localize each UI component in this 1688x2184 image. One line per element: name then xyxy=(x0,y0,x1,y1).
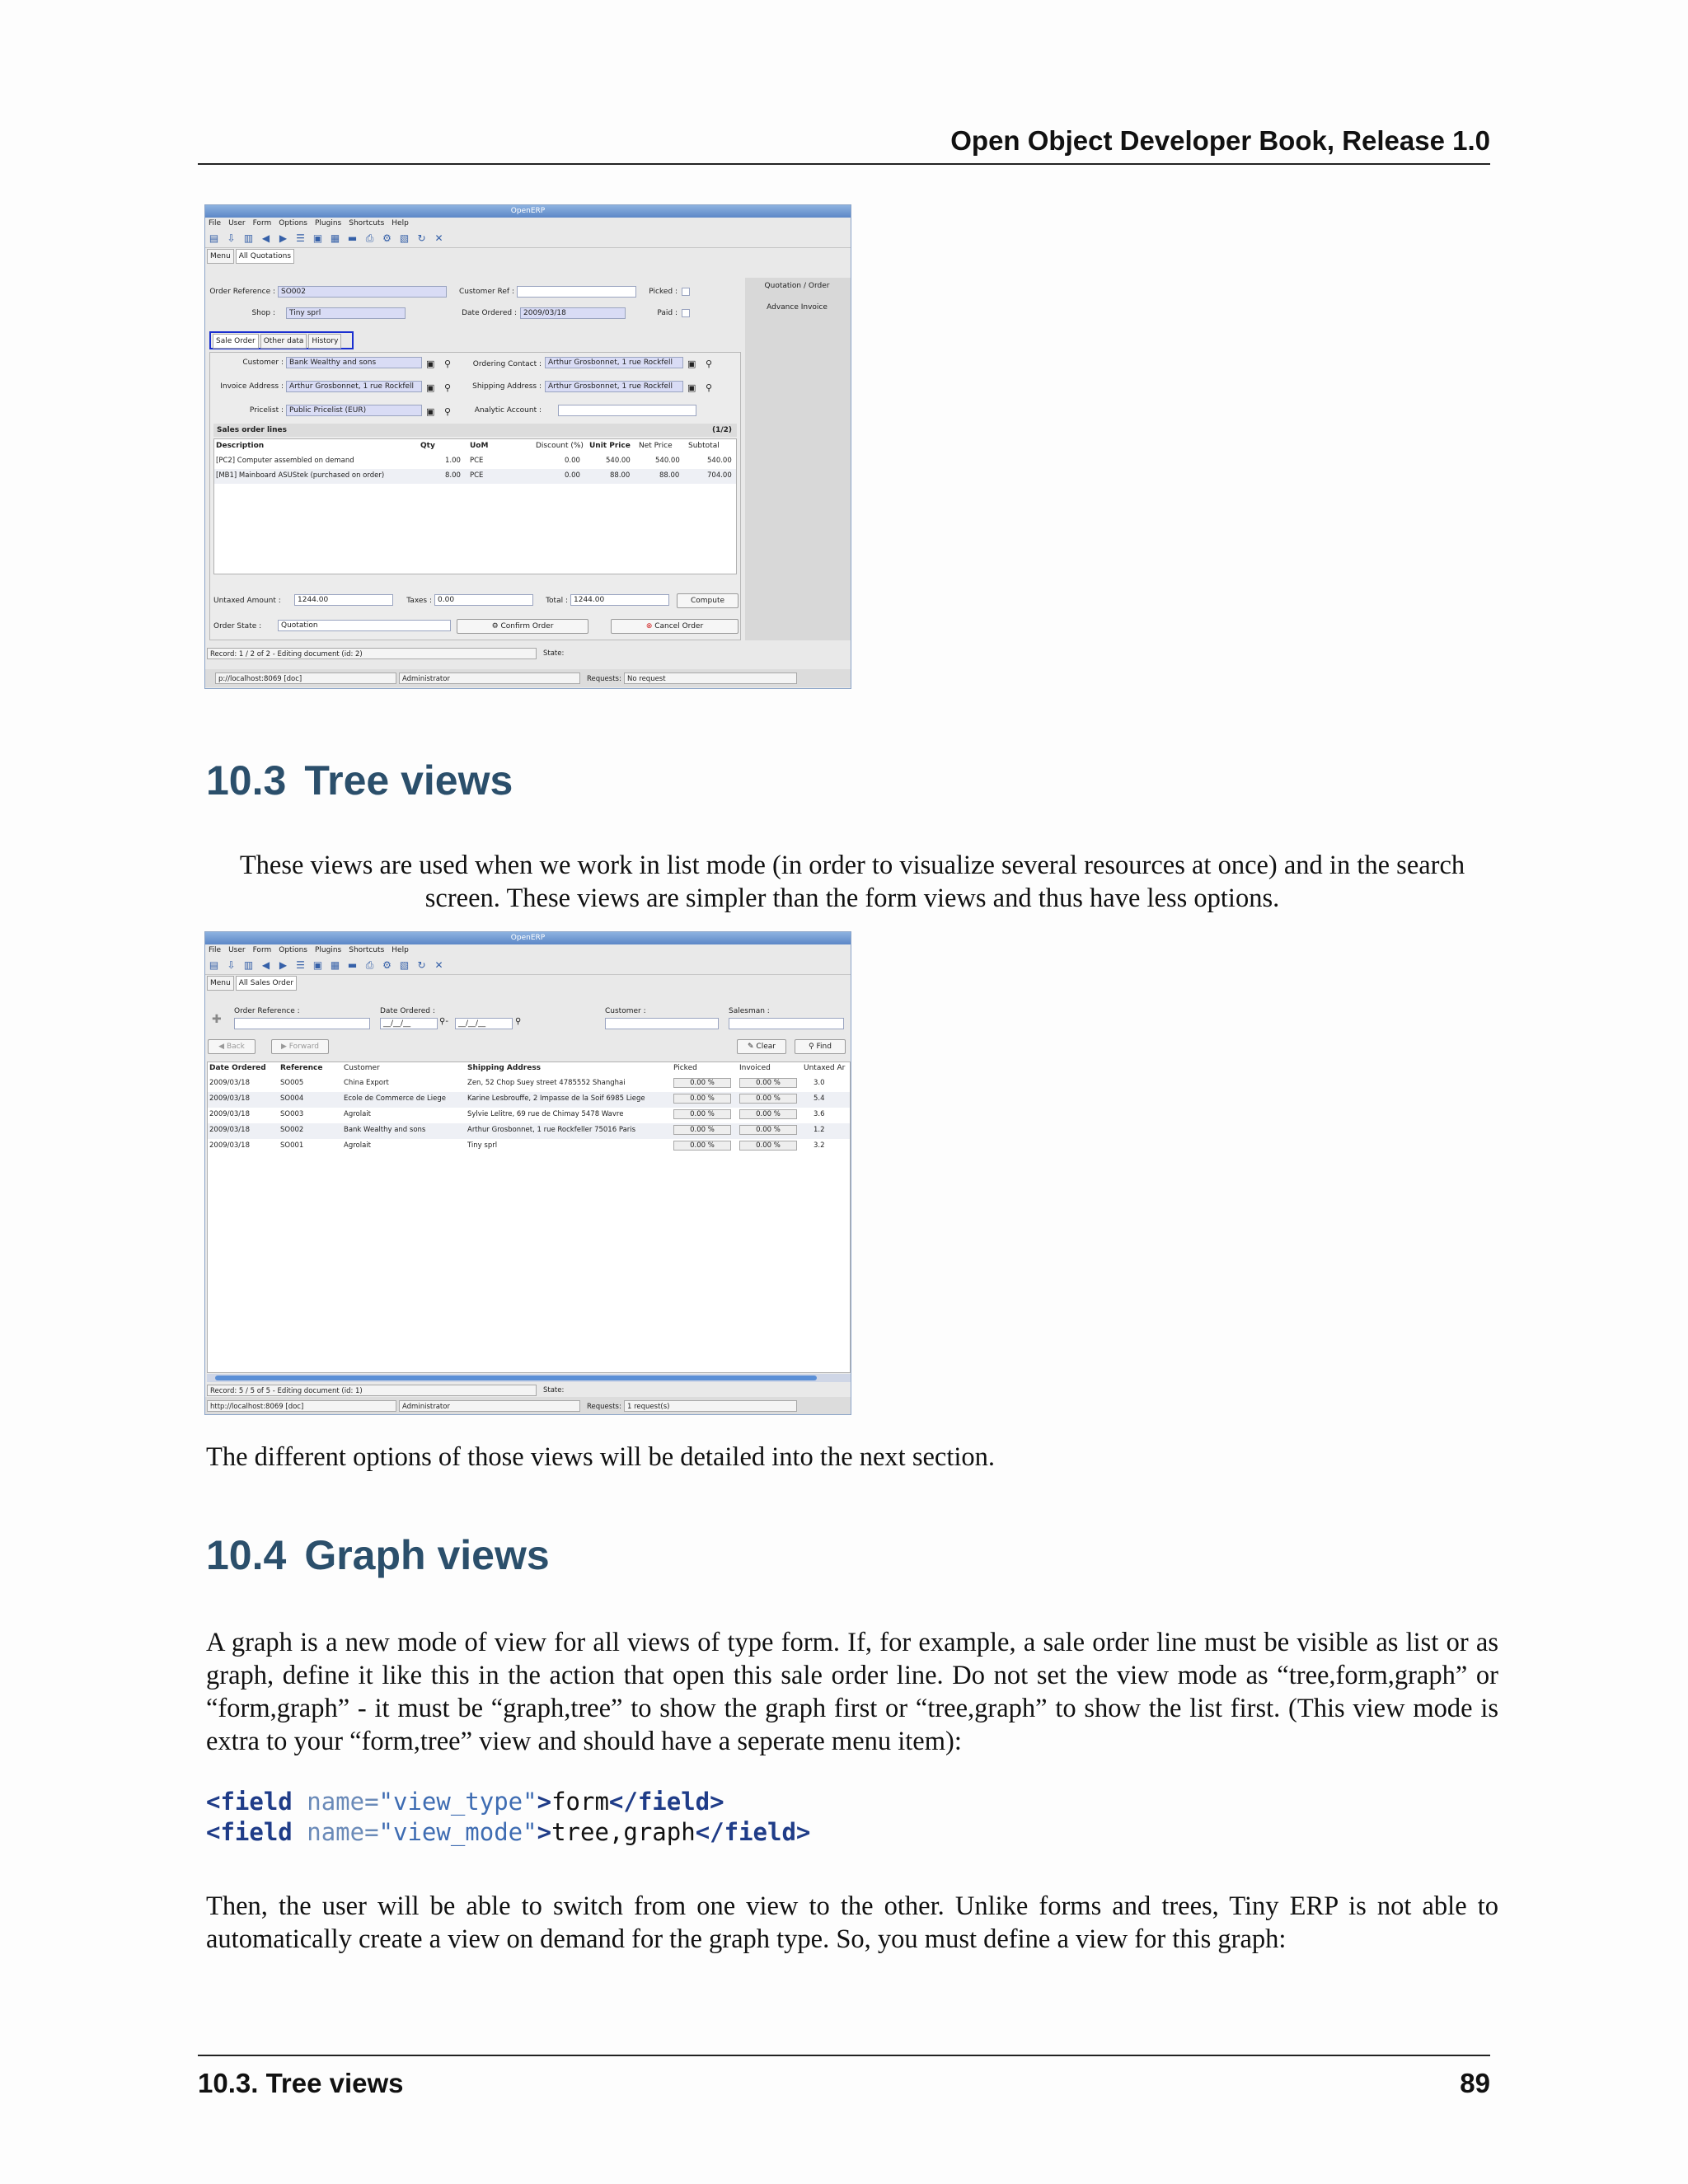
cell-qty: 1.00 xyxy=(445,457,461,465)
code-token: tree,graph xyxy=(551,1818,696,1846)
col-discount[interactable]: Discount (%) xyxy=(536,442,584,450)
table-row[interactable] xyxy=(214,469,736,484)
window-title: OpenERP xyxy=(205,932,851,944)
customer-ref-label: Customer Ref : xyxy=(458,288,514,296)
table-row[interactable] xyxy=(208,1108,850,1123)
menu-help[interactable]: Help xyxy=(392,946,409,954)
menu-form[interactable]: Form xyxy=(252,946,272,954)
tab-all-quotations[interactable]: All Quotations xyxy=(236,249,294,264)
table-cell: Sylvie Lelitre, 69 rue de Chimay 5478 Wavre xyxy=(467,1110,624,1118)
table-row[interactable] xyxy=(208,1123,850,1139)
untaxed-field[interactable]: 1244.00 xyxy=(294,594,393,606)
cell-discount: 0.00 xyxy=(565,457,580,465)
col-picked[interactable]: Picked xyxy=(673,1064,697,1072)
search-icon[interactable]: ⚲ xyxy=(444,406,452,417)
table-cell: 0.00 % xyxy=(673,1141,731,1151)
menu-plugins[interactable]: Plugins xyxy=(314,946,342,954)
table-cell: 0.00 % xyxy=(673,1078,731,1088)
server-url: p://localhost:8069 [doc] xyxy=(215,673,396,684)
table-cell: 0.00 % xyxy=(739,1141,797,1151)
compute-button[interactable]: Compute xyxy=(677,593,738,608)
list-view-icon[interactable]: ☰ xyxy=(296,959,305,971)
footer-section: 10.3. Tree views xyxy=(198,2068,404,2098)
cell-description: [MB1] Mainboard ASUStek (purchased on order) xyxy=(216,471,385,480)
cell-subtotal: 704.00 xyxy=(707,471,732,480)
previous-icon[interactable]: ◀ xyxy=(261,232,270,244)
search-icon[interactable]: ⚲ xyxy=(515,1017,522,1026)
customer-label: Customer : xyxy=(605,1007,646,1015)
table-row[interactable] xyxy=(208,1092,850,1108)
action-panel xyxy=(745,278,851,640)
customer-label: Customer : xyxy=(242,359,284,367)
salesman-input[interactable] xyxy=(729,1018,844,1029)
back-icon: ◀ xyxy=(218,1043,227,1051)
form-view-icon[interactable]: ▣ xyxy=(312,232,323,244)
previous-icon[interactable]: ◀ xyxy=(261,959,270,971)
toolbar xyxy=(205,957,851,975)
results-grid[interactable] xyxy=(207,1062,851,1373)
new-icon[interactable]: ▤ xyxy=(209,959,219,971)
table-row[interactable] xyxy=(214,454,736,469)
find-button[interactable] xyxy=(795,1039,846,1054)
tab-menu[interactable]: Menu xyxy=(207,976,234,991)
col-customer[interactable]: Customer xyxy=(344,1064,380,1072)
date-ordered-field[interactable]: 2009/03/18 xyxy=(520,307,626,319)
picked-label: Picked : xyxy=(649,288,678,296)
table-cell: 3.2 xyxy=(814,1141,825,1150)
user-name: Administrator xyxy=(399,673,580,684)
col-subtotal[interactable]: Subtotal xyxy=(688,442,720,450)
clear-button[interactable] xyxy=(737,1039,786,1054)
table-cell: 2009/03/18 xyxy=(209,1094,250,1103)
col-date-ordered[interactable]: Date Ordered xyxy=(209,1064,266,1072)
code-token: <field xyxy=(206,1788,293,1816)
analytic-account-label: Analytic Account : xyxy=(474,406,542,415)
cancel-order-button[interactable] xyxy=(611,619,738,634)
customer-ref-field[interactable] xyxy=(517,286,636,298)
date-to-input[interactable]: __/__/__ xyxy=(455,1018,513,1029)
menu-file[interactable]: File xyxy=(209,946,222,954)
attach-icon[interactable]: ⚙ xyxy=(382,959,392,971)
menubar xyxy=(205,218,851,229)
col-net-price[interactable]: Net Price xyxy=(639,442,673,450)
subtab-bar xyxy=(209,331,354,349)
taxes-label: Taxes : xyxy=(406,597,432,605)
pricelist-field[interactable]: Public Pricelist (EUR) xyxy=(286,405,422,416)
date-from-input[interactable]: __/__/__ xyxy=(380,1018,438,1029)
shop-label: Shop : xyxy=(251,309,275,317)
table-cell: 0.00 % xyxy=(673,1094,731,1104)
horizontal-scrollbar[interactable] xyxy=(207,1374,851,1382)
close-icon[interactable]: ✕ xyxy=(434,232,443,244)
calendar-icon[interactable]: ▬ xyxy=(347,232,358,244)
open-icon[interactable]: ▣ xyxy=(426,359,435,369)
ordering-contact-field[interactable]: Arthur Grosbonnet, 1 rue Rockfell xyxy=(545,357,683,368)
screenshot-sale-order-form xyxy=(204,204,851,689)
code-token: > xyxy=(537,1818,552,1846)
record-bar xyxy=(205,1384,851,1397)
cell-net-price: 540.00 xyxy=(655,457,680,465)
salesman-label: Salesman : xyxy=(729,1007,770,1015)
tab-menu[interactable]: Menu xyxy=(207,249,234,264)
table-cell: SO002 xyxy=(280,1126,304,1134)
open-icon[interactable]: ▣ xyxy=(687,359,696,369)
table-cell: China Export xyxy=(344,1079,389,1087)
menu-shortcuts[interactable]: Shortcuts xyxy=(349,219,385,227)
action-icon[interactable]: ▧ xyxy=(399,959,410,971)
forward-button[interactable] xyxy=(271,1039,329,1054)
col-unit-price[interactable]: Unit Price xyxy=(589,442,631,450)
code-token: "view_type" xyxy=(378,1788,537,1816)
customer-input[interactable] xyxy=(605,1018,719,1029)
graph-views-paragraph: A graph is a new mode of view for all views of type form. If, for example, a sale order line must be visible as list or as graph, define it like this in the action that open this sale order line. Do not set the view mode as “tree,form,graph” or “form,graph” - it must be “graph,tree” to show the graph first or “tree,graph” to show the list first. (This view mode is extra to your “form,tree” view and should have a seperate menu item): xyxy=(206,1628,1498,1756)
table-cell: Tiny sprl xyxy=(467,1141,498,1150)
cell-uom: PCE xyxy=(470,457,484,465)
table-row[interactable] xyxy=(208,1139,850,1155)
col-untaxed-amount[interactable]: Untaxed Ar xyxy=(804,1064,846,1072)
back-button[interactable] xyxy=(208,1039,256,1054)
menu-options[interactable]: Options xyxy=(279,219,307,227)
requests-label: Requests: xyxy=(587,1403,621,1411)
table-cell: Arthur Grosbonnet, 1 rue Rockfeller 75016 Paris xyxy=(467,1126,636,1134)
table-cell: Agrolait xyxy=(344,1110,371,1118)
col-qty[interactable]: Qty xyxy=(420,442,435,450)
confirm-order-button[interactable] xyxy=(457,619,588,634)
order-ref-label: Order Reference : xyxy=(209,288,275,296)
menu-user[interactable]: User xyxy=(228,946,246,954)
search-icon[interactable]: ⚲ xyxy=(444,359,452,369)
user-name: Administrator xyxy=(399,1400,580,1412)
table-cell: 3.0 xyxy=(814,1079,825,1087)
code-token: name= xyxy=(307,1818,379,1846)
table-cell: 5.4 xyxy=(814,1094,825,1103)
confirm-icon: ⚙ xyxy=(491,622,501,630)
menubar xyxy=(205,944,851,956)
final-paragraph: Then, the user will be able to switch from one view to the other. Unlike forms and trees, Tiny ERP is not able to automatically create a view on demand for the graph type. So, you must define a view for this graph: xyxy=(206,1891,1498,1954)
code-block xyxy=(206,1787,810,1848)
table-cell: 2009/03/18 xyxy=(209,1110,250,1118)
untaxed-label: Untaxed Amount : xyxy=(213,597,281,605)
code-token: <field xyxy=(206,1818,293,1846)
cell-discount: 0.00 xyxy=(565,471,580,480)
paid-label: Paid : xyxy=(657,309,678,317)
order-state-label: Order State : xyxy=(213,622,262,630)
delete-icon[interactable]: ▥ xyxy=(243,959,254,971)
record-info: Record: 5 / 5 of 5 - Editing document (id: 1) xyxy=(207,1385,537,1396)
confirm-order-label: Confirm Order xyxy=(500,622,554,630)
code-token: > xyxy=(537,1788,552,1816)
advance-invoice-button[interactable]: Advance Invoice xyxy=(767,303,828,312)
cell-subtotal: 540.00 xyxy=(707,457,732,465)
total-field[interactable]: 1244.00 xyxy=(570,594,669,606)
lines-grid[interactable] xyxy=(213,438,737,574)
table-cell: Ecole de Commerce de Liege xyxy=(344,1094,446,1103)
customer-field[interactable]: Bank Wealthy and sons xyxy=(286,357,422,368)
server-url: http://localhost:8069 [doc] xyxy=(207,1400,396,1412)
lines-pager: (1/2) xyxy=(711,426,732,434)
date-ordered-label: Date Ordered : xyxy=(380,1007,435,1015)
order-ref-label: Order Reference : xyxy=(234,1007,300,1015)
code-token: "view_mode" xyxy=(378,1818,537,1846)
open-icon[interactable]: ▣ xyxy=(426,406,435,417)
total-label: Total : xyxy=(546,597,568,605)
requests-value: 1 request(s) xyxy=(624,1400,797,1412)
tab-bar xyxy=(205,976,851,989)
tab-history[interactable]: History xyxy=(308,334,341,349)
cell-net-price: 88.00 xyxy=(659,471,680,480)
cancel-order-label: Cancel Order xyxy=(654,622,704,630)
calendar-icon[interactable]: ▬ xyxy=(347,959,358,971)
find-label: Find xyxy=(816,1043,832,1051)
col-invoiced[interactable]: Invoiced xyxy=(739,1064,771,1072)
table-cell: SO005 xyxy=(280,1079,304,1087)
tab-all-sales-order[interactable]: All Sales Order xyxy=(236,976,297,991)
menu-form[interactable]: Form xyxy=(252,219,272,227)
window-title: OpenERP xyxy=(205,205,851,218)
invoice-address-label: Invoice Address : xyxy=(220,382,284,391)
picked-checkbox[interactable] xyxy=(682,288,690,296)
table-cell: Bank Wealthy and sons xyxy=(344,1126,426,1134)
save-icon[interactable]: ⇩ xyxy=(227,232,236,244)
table-cell: Karine Lesbrouffe, 2 Impasse de la Soif 6985 Liege xyxy=(467,1094,645,1103)
section-heading-10-4 xyxy=(206,1531,550,1579)
code-token: </field> xyxy=(695,1818,811,1846)
col-reference[interactable]: Reference xyxy=(280,1064,323,1072)
action-icon[interactable]: ▧ xyxy=(399,232,410,244)
page-number: 89 xyxy=(1460,2068,1490,2098)
state-label: State: xyxy=(543,1386,565,1394)
forward-label: Forward xyxy=(288,1043,319,1051)
code-token: form xyxy=(551,1788,609,1816)
open-icon[interactable]: ▣ xyxy=(687,382,696,393)
invoice-address-field[interactable]: Arthur Grosbonnet, 1 rue Rockfell xyxy=(286,381,422,392)
analytic-account-field[interactable] xyxy=(558,405,696,416)
menu-file[interactable]: File xyxy=(209,219,222,227)
table-cell: 0.00 % xyxy=(739,1078,797,1088)
scrollbar-thumb[interactable] xyxy=(215,1376,817,1380)
tree-views-paragraph: These views are used when we work in list mode (in order to visualize several resources at once) and in the search screen. These views are simpler than the form views and thus have less options. xyxy=(239,851,1465,913)
toolbar xyxy=(205,230,851,248)
binoculars-icon: ⚲ xyxy=(809,1043,817,1051)
print-icon[interactable]: ⎙ xyxy=(365,232,374,244)
table-cell: SO001 xyxy=(280,1141,304,1150)
menu-shortcuts[interactable]: Shortcuts xyxy=(349,946,385,954)
order-state-select[interactable]: Quotation xyxy=(278,620,451,631)
order-ref-input[interactable] xyxy=(234,1018,370,1029)
page-footer xyxy=(198,2055,1490,2099)
cell-uom: PCE xyxy=(470,471,484,480)
shipping-address-field[interactable]: Arthur Grosbonnet, 1 rue Rockfell xyxy=(545,381,683,392)
tab-other-data[interactable]: Other data xyxy=(260,334,307,349)
shipping-address-label: Shipping Address : xyxy=(472,382,542,391)
search-icon[interactable]: ⚲ xyxy=(444,382,452,393)
record-info: Record: 1 / 2 of 2 - Editing document (id: 2) xyxy=(207,648,537,659)
back-label: Back xyxy=(226,1043,245,1051)
table-row[interactable] xyxy=(208,1076,850,1092)
menu-options[interactable]: Options xyxy=(279,946,307,954)
form-view-icon[interactable]: ▣ xyxy=(312,959,323,971)
sales-order-lines-header xyxy=(213,424,737,437)
delete-icon[interactable]: ▥ xyxy=(243,232,254,244)
print-icon[interactable]: ⎙ xyxy=(365,959,374,971)
cell-description: [PC2] Computer assembled on demand xyxy=(216,457,354,465)
next-icon[interactable]: ▶ xyxy=(279,232,288,244)
table-cell: 0.00 % xyxy=(739,1125,797,1135)
list-view-icon[interactable]: ☰ xyxy=(296,232,305,244)
col-description[interactable]: Description xyxy=(216,442,265,450)
ordering-contact-label: Ordering Contact : xyxy=(472,360,542,368)
record-bar xyxy=(205,647,851,660)
screenshot-sales-order-list xyxy=(204,931,851,1415)
code-token: </field> xyxy=(608,1788,724,1816)
paid-checkbox[interactable] xyxy=(682,309,690,317)
close-icon[interactable]: ✕ xyxy=(434,959,443,971)
graph-view-icon[interactable]: ▦ xyxy=(330,959,340,971)
search-icon[interactable]: ⚲- xyxy=(439,1017,448,1026)
status-bar xyxy=(205,669,851,687)
section-title: Tree views xyxy=(304,757,513,804)
date-ordered-label: Date Ordered : xyxy=(462,309,517,317)
cancel-icon: ⊗ xyxy=(645,622,655,630)
table-cell: 0.00 % xyxy=(673,1109,731,1119)
table-cell: 0.00 % xyxy=(739,1094,797,1104)
status-bar xyxy=(205,1397,851,1415)
menu-help[interactable]: Help xyxy=(392,219,409,227)
quotation-order-button[interactable]: Quotation / Order xyxy=(764,282,830,290)
expand-icon[interactable]: ✚ xyxy=(212,1013,222,1026)
clear-label: Clear xyxy=(756,1043,776,1051)
cell-qty: 8.00 xyxy=(445,471,461,480)
pricelist-label: Pricelist : xyxy=(249,406,284,415)
section-number: 10.4 xyxy=(206,1532,287,1578)
table-cell: 0.00 % xyxy=(673,1125,731,1135)
new-icon[interactable]: ▤ xyxy=(209,232,219,244)
code-token: name= xyxy=(307,1788,379,1816)
col-shipping-address[interactable]: Shipping Address xyxy=(467,1064,542,1072)
menu-user[interactable]: User xyxy=(228,219,246,227)
lines-title: Sales order lines xyxy=(217,426,288,434)
table-cell: 0.00 % xyxy=(739,1109,797,1119)
section-heading-10-3 xyxy=(206,757,513,804)
search-icon[interactable]: ⚲ xyxy=(706,382,713,393)
next-icon[interactable]: ▶ xyxy=(279,959,288,971)
shop-field[interactable]: Tiny sprl xyxy=(286,307,406,319)
table-cell: SO004 xyxy=(280,1094,304,1103)
broom-icon: ✎ xyxy=(748,1043,757,1051)
requests-value: No request xyxy=(624,673,797,684)
table-cell: SO003 xyxy=(280,1110,304,1118)
state-label: State: xyxy=(543,649,565,658)
menu-plugins[interactable]: Plugins xyxy=(314,219,342,227)
tab-sale-order[interactable]: Sale Order xyxy=(213,334,259,349)
order-ref-field[interactable]: SO002 xyxy=(278,286,447,298)
save-icon[interactable]: ⇩ xyxy=(227,959,236,971)
requests-label: Requests: xyxy=(587,675,621,683)
cell-unit-price: 88.00 xyxy=(610,471,631,480)
open-icon[interactable]: ▣ xyxy=(426,382,435,393)
table-cell: 2009/03/18 xyxy=(209,1126,250,1134)
section-title: Graph views xyxy=(304,1532,550,1578)
tab-bar xyxy=(205,249,851,262)
forward-icon: ▶ xyxy=(281,1043,289,1051)
cell-unit-price: 540.00 xyxy=(606,457,631,465)
table-cell: 2009/03/18 xyxy=(209,1141,250,1150)
reload-icon[interactable]: ↻ xyxy=(417,959,426,971)
table-cell: Agrolait xyxy=(344,1141,371,1150)
taxes-field[interactable]: 0.00 xyxy=(434,594,533,606)
table-cell: Zen, 52 Chop Suey street 4785552 Shanghai xyxy=(467,1079,626,1087)
reload-icon[interactable]: ↻ xyxy=(417,232,426,244)
col-uom[interactable]: UoM xyxy=(470,442,489,450)
search-icon[interactable]: ⚲ xyxy=(706,359,713,369)
attach-icon[interactable]: ⚙ xyxy=(382,232,392,244)
graph-view-icon[interactable]: ▦ xyxy=(330,232,340,244)
next-section-paragraph: The different options of those views will be detailed into the next section. xyxy=(206,1442,996,1472)
table-cell: 2009/03/18 xyxy=(209,1079,250,1087)
section-number: 10.3 xyxy=(206,757,287,804)
running-header: Open Object Developer Book, Release 1.0 xyxy=(198,125,1490,165)
table-cell: 3.6 xyxy=(814,1110,825,1118)
table-cell: 1.2 xyxy=(814,1126,825,1134)
